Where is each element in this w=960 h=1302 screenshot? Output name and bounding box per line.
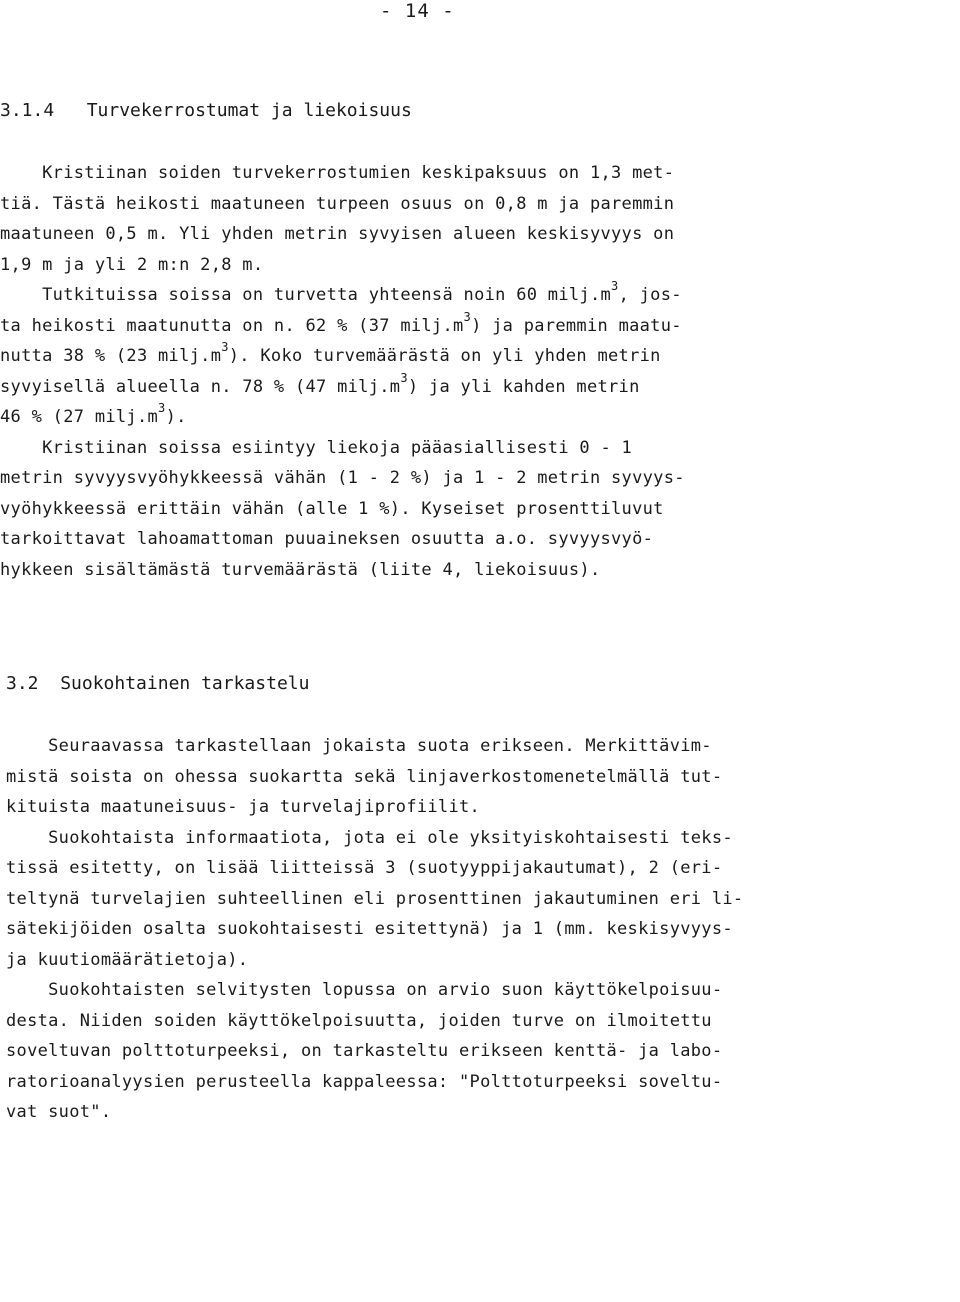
superscript: 3 [611, 279, 619, 294]
section-title: Suokohtainen tarkastelu [60, 673, 310, 694]
text-line [0, 280, 940, 311]
text-line: hykkeen sisältämästä turvemäärästä (liite 4, liekoisuus). [0, 559, 601, 580]
text-line: Kristiinan soiden turvekerrostumien keskipaksuus on 1,3 met- [0, 163, 675, 183]
text-segment: ) ja paremmin maatu- [471, 315, 682, 336]
section-number: 3.2 [6, 673, 39, 694]
text-line: tarkoittavat lahoamattoman puuaineksen osuutta a.o. syvyysvyö- [0, 529, 654, 549]
section-heading-3-1-4 [0, 100, 940, 121]
text-line: Suokohtaisten selvitysten lopussa on arvio suon käyttökelpoisuu- [6, 980, 723, 1000]
text-segment: ) ja yli kahden metrin [407, 376, 640, 397]
text-line: Suokohtaista informaatiota, jota ei ole yksityiskohtaisesti teks- [6, 827, 733, 848]
text-line: Seuraavassa tarkastellaan jokaista suota erikseen. Merkittävim- [6, 736, 712, 756]
section-number: 3.1.4 [0, 100, 55, 121]
section-heading-3-2 [6, 673, 946, 694]
text-segment: , jos- [618, 285, 682, 305]
text-line: ja kuutiomäärätietoja). [6, 949, 249, 970]
superscript: 3 [221, 340, 229, 355]
text-line: kituista maatuneisuus- ja turvelajiprofiilit. [6, 797, 481, 817]
text-line: maatuneen 0,5 m. Yli yhden metrin syvyisen alueen keskisyvyys on [0, 224, 675, 244]
section-body-3-1-4 [0, 158, 940, 585]
text-line: soveltuvan polttoturpeeksi, on tarkasteltu erikseen kenttä- ja labo- [6, 1041, 723, 1061]
section-body-3-2 [6, 731, 946, 1128]
text-line: sätekijöiden osalta suokohtaisesti esitettynä) ja 1 (mm. keskisyvyys- [6, 919, 733, 939]
page-number: - 14 - [380, 0, 455, 22]
text-line: tiä. Tästä heikosti maatuneen turpeen osuus on 0,8 m ja paremmin [0, 193, 675, 214]
text-line: Kristiinan soissa esiintyy liekoja pääasiallisesti 0 - 1 [0, 437, 633, 458]
text-segment: ta heikosti maatunutta on n. 62 % (37 milj.m [0, 315, 464, 336]
text-segment: Tutkituissa soissa on turvetta yhteensä noin 60 milj.m [0, 285, 612, 305]
text-segment: ). Koko turvemäärästä on yli yhden metrin [228, 346, 661, 366]
text-segment: syvyisellä alueella n. 78 % (47 milj.m [0, 376, 401, 397]
section-title: Turvekerrostumat ja liekoisuus [86, 100, 412, 121]
text-segment: 46 % (27 milj.m [0, 407, 159, 427]
text-line [0, 311, 940, 342]
superscript: 3 [463, 309, 472, 324]
text-line: teltynä turvelajien suhteellinen eli prosenttinen jakautuminen eri li- [6, 888, 744, 909]
text-line: desta. Niiden soiden käyttökelpoisuutta, joiden turve on ilmoitettu [6, 1010, 712, 1031]
text-line [0, 372, 940, 403]
superscript: 3 [158, 401, 166, 416]
text-line: mistä soista on ohessa suokartta sekä linjaverkostomenetelmällä tut- [6, 766, 723, 787]
text-line: tissä esitetty, on lisää liitteissä 3 (suotyyppijakautumat), 2 (eri- [6, 858, 723, 878]
text-segment: ). [165, 407, 187, 427]
text-line: vat suot". [6, 1102, 112, 1122]
text-line: vyöhykkeessä erittäin vähän (alle 1 %). Kyseiset prosenttiluvut [0, 498, 664, 519]
superscript: 3 [400, 370, 408, 385]
text-line: 1,9 m ja yli 2 m:n 2,8 m. [0, 254, 264, 275]
text-line [0, 402, 940, 433]
text-line: metrin syvyysvyöhykkeessä vähän (1 - 2 %) ja 1 - 2 metrin syvyys- [0, 468, 685, 488]
text-line: ratorioanalyysien perusteella kappaleessa: "Polttoturpeeksi soveltu- [6, 1071, 723, 1092]
text-segment: nutta 38 % (23 milj.m [0, 346, 222, 366]
text-line [0, 341, 940, 372]
